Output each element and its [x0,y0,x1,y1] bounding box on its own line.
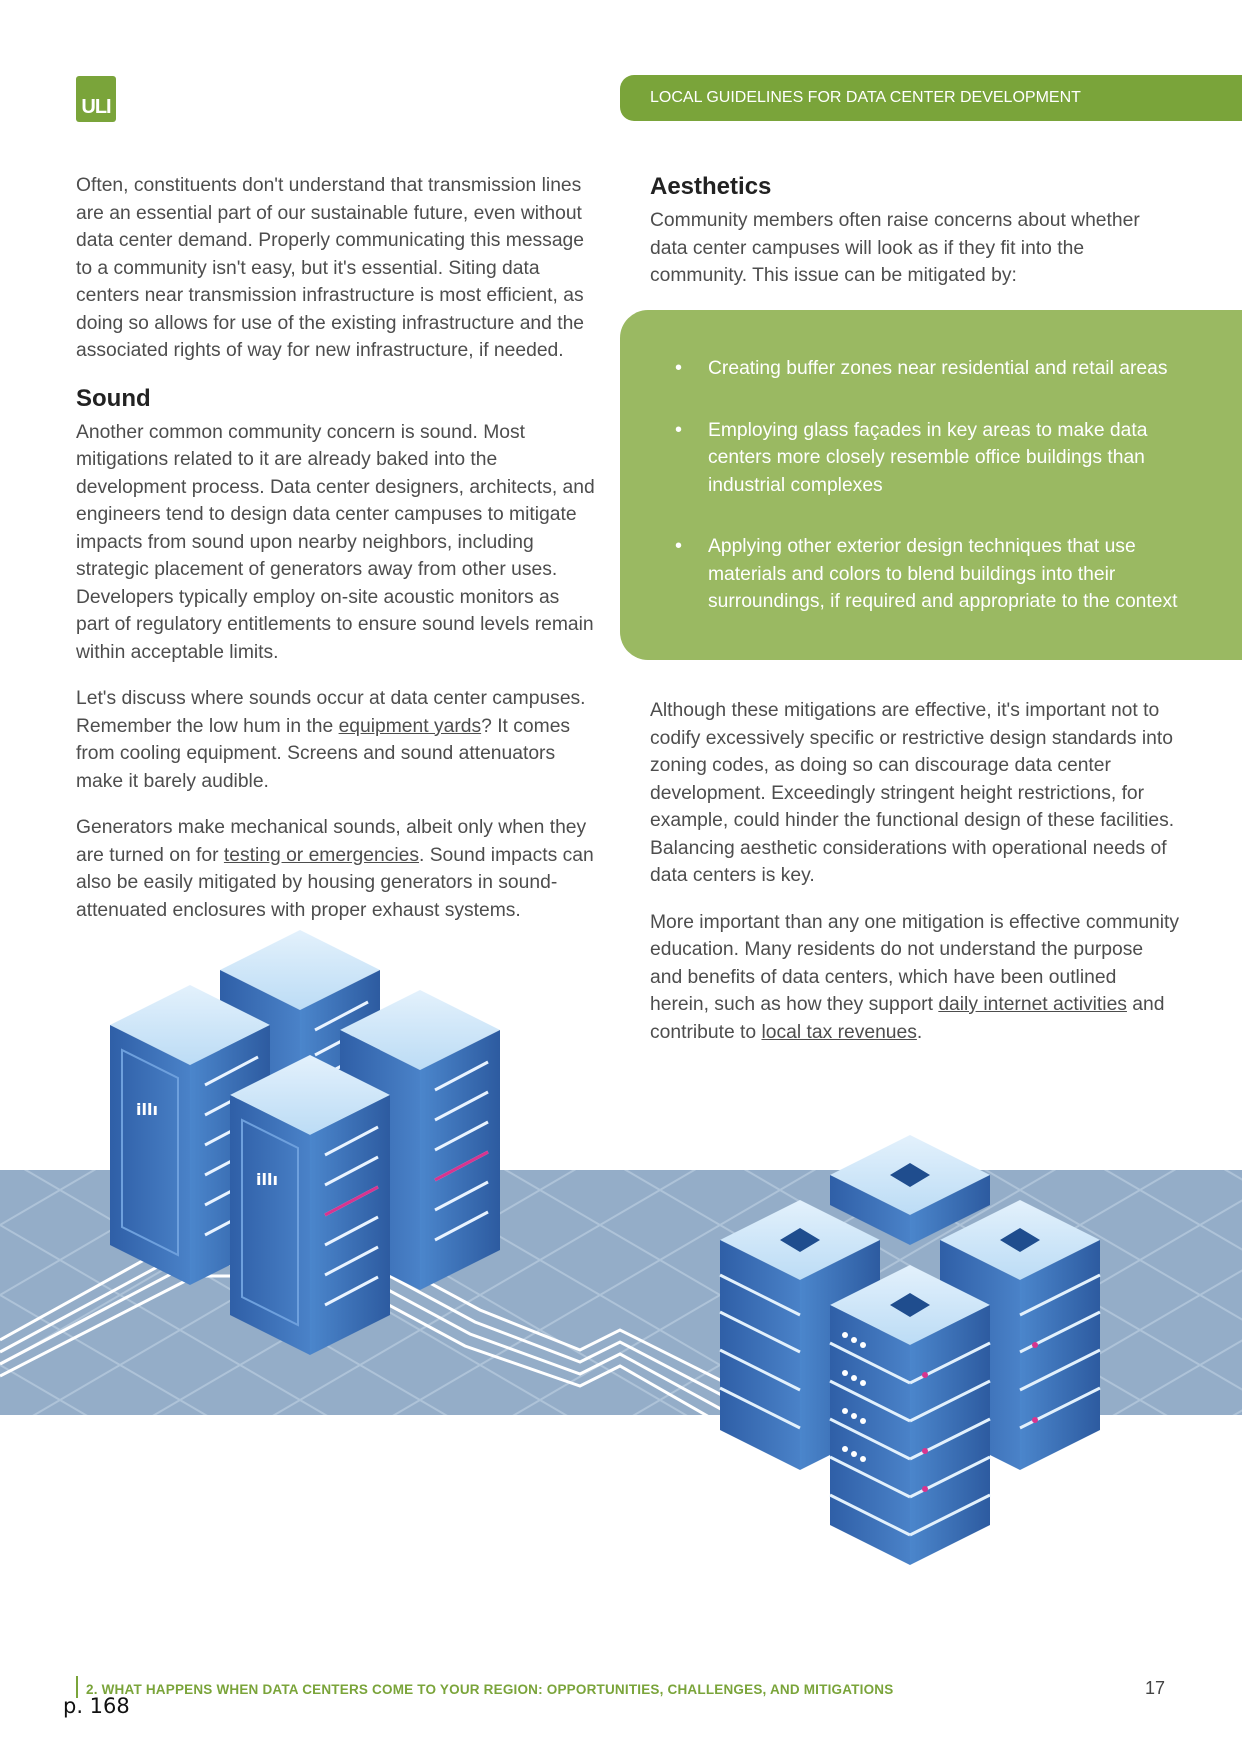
data-center-illustration [0,910,1242,1600]
sound-paragraph: Another common community concern is sound. Most mitigations related to it are already baked into the development process. Data center designers, architects, and engineers tend to design data center campuses to mitigate impacts from sound upon nearby neighbors, including strategic placement of generators away from other uses. Developers typically employ on-site acoustic monitors as part of regulatory entitlements to ensure sound levels remain within acceptable limits. [76,421,595,663]
header-banner-text: LOCAL GUIDELINES FOR DATA CENTER DEVELOPMENT [650,89,1081,106]
education-paragraph: More important than any one mitigation is effective community education. Many residents do not understand the purpose and benefits of data centers, which have been outlined herein, such as how they support daily internet activities and contribute to local tax revenues. [650,911,1180,1043]
mitigation-box [620,310,1242,660]
generators-paragraph: Generators make mechanical sounds, albeit only when they are turned on for testing or emergencies. Sound impacts can also be easily mitigated by housing generators in sound-attenuated enclosures with proper exhaust systems. [76,817,594,921]
header-banner [620,75,1242,121]
list-item: • Applying other exterior design techniques that use materials and colors to blend buildings into their surroundings, if required and appropriate to the context [675,535,1178,612]
intro-paragraph: Often, constituents don't understand that transmission lines are an essential part of our sustainable future, even without data center demand. Properly communicating this message to a community isn't easy, but it's essential. Siting data centers near transmission infrastructure is most efficient, as doing so allows for use of the existing infrastructure and the associated rights of way for new infrastructure, if needed. [76,175,585,361]
bullet-icon: • [675,357,683,379]
left-column [76,172,596,943]
equipment-yards-link[interactable]: equipment yards [338,715,482,737]
svg-text:illı: illı [256,1170,278,1189]
page-number: 17 [1145,1678,1166,1698]
bullet-icon: • [675,535,683,557]
codify-paragraph: Although these mitigations are effective, it's important not to codify excessively specific or restrictive design standards into zoning codes, as doing so can discourage data center development. Exceedingly stringent height restrictions, for example, could hinder the functional design of these facilities. Balancing aesthetic considerations with operational needs of data centers is key. [650,700,1175,886]
testing-emergencies-link[interactable]: testing or emergencies [223,844,419,866]
svg-text:illı: illı [136,1100,158,1119]
footer-section-title: 2. WHAT HAPPENS WHEN DATA CENTERS COME TO YOUR REGION: OPPORTUNITIES, CHALLENGES, AND MITIGATIONS [86,1682,894,1697]
mitigation-list [675,355,1182,616]
list-item: • Employing glass façades in key areas to make data centers more closely resemble office buildings than industrial complexes [675,418,1148,496]
rack-server-front [230,1055,390,1355]
page-label: p. 168 [63,1694,130,1718]
sound-heading: Sound [76,384,151,412]
bullet-icon: • [675,418,683,441]
list-item: • Creating buffer zones near residential and retail areas [688,355,1182,383]
aesthetics-heading: Aesthetics [650,173,772,200]
server-stack-front [830,1265,990,1565]
aesthetics-intro: Community members often raise concerns about whether data center campuses will look as if they fit into the community. This issue can be mitigated by: [650,210,1140,286]
right-column [650,172,1180,309]
daily-internet-link[interactable]: daily internet activities [938,994,1127,1015]
sounds-occur-paragraph: Let's discuss where sounds occur at data center campuses. Remember the low hum in the equipment yards? It comes from cooling equipment. Screens and sound attenuators make it barely audible. [76,688,586,792]
local-tax-link[interactable]: local tax revenues [761,1021,917,1043]
uli-logo: ULI [76,76,116,122]
